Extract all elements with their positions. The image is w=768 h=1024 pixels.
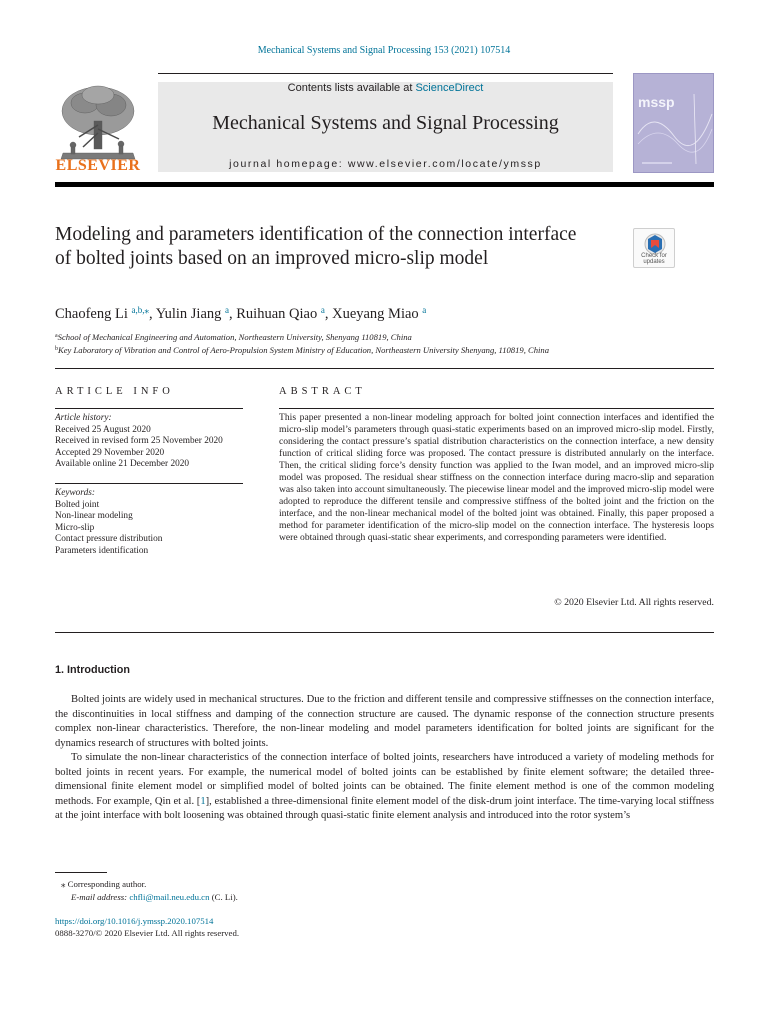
history-entry: Received in revised form 25 November 2020 bbox=[55, 436, 223, 447]
affiliation bbox=[55, 345, 549, 355]
doi-link[interactable]: https://doi.org/10.1016/j.ymssp.2020.107514 bbox=[55, 916, 214, 926]
article-title: Modeling and parameters identification of the connection interface of bolted joints based on an improved micro-slip model bbox=[55, 224, 577, 269]
keywords bbox=[55, 488, 162, 558]
paragraph-text: ], established a three-dimensional finite element model of the disk-drum joint interface. The time-varying local stiffness at the joint interface with bolt loosening was obtained through quasi-static finite element analysis and introduced into the rotor system’s bbox=[55, 795, 714, 821]
affiliation-text: School of Mechanical Engineering and Automation, Northeastern University, Shenyang 110819, China bbox=[57, 332, 412, 342]
journal-homepage[interactable]: journal homepage: www.elsevier.com/locate/ymssp bbox=[229, 158, 542, 170]
history-label: Article history: bbox=[55, 413, 112, 423]
check-for-updates-badge[interactable] bbox=[633, 228, 675, 268]
corresponding-author-note bbox=[55, 879, 146, 890]
history-entry: Accepted 29 November 2020 bbox=[55, 447, 165, 458]
author-separator: , bbox=[324, 306, 333, 322]
elsevier-wordmark: ELSEVIER bbox=[55, 157, 141, 174]
abstract-bottom-rule bbox=[55, 632, 714, 633]
journal-title: Mechanical Systems and Signal Processing bbox=[212, 112, 559, 134]
author-name[interactable]: Xueyang Miao bbox=[332, 306, 419, 322]
author-affiliation-mark[interactable]: a,b,⁎ bbox=[131, 305, 150, 315]
introduction-body bbox=[55, 693, 714, 824]
masthead-rule bbox=[158, 73, 613, 74]
contents-available-line bbox=[158, 82, 613, 94]
affiliation-text: Key Laboratory of Vibration and Control of Aero-Propulsion System Ministry of Education, Northeastern University Shenyang, 110819, China bbox=[58, 345, 550, 355]
citation-link[interactable]: 1 bbox=[200, 795, 206, 807]
author-affiliation-mark[interactable]: a bbox=[225, 305, 230, 315]
abstract-text: This paper presented a non-linear modeling approach for bolted joint connection interfaces and identified the micro-slip model’s parameters through quasi-static experiments based on an improved micro-slip model. Firstly, considering the contact pressure’s spatial distribution characteristics on the connection interface, a new density function of critical sliding force was proposed. The contact pressure is distributed annularly on the interface. Then, the critical sliding force’s density function was applied to the Iwan model, and an improved micro-slip model was proposed. The residual shear stiffness on the connection interface during macro-slip and separation was also taken into account simultaneously. The piecewise linear model and the improved micro-slip model were adopted to reproduce the different tensile and compressive stiffness of the bolted joint and the friction on the interface, and the non-linear mechanical model of the bolted joint was obtained. Finally, this paper proposed a method for parameter identification of the micro-slip model on the connection interface. The hysteresis loops were obtained through quasi-static shear experiments, and corresponding parameters were identified. bbox=[279, 412, 714, 543]
keyword: Bolted joint bbox=[55, 499, 100, 510]
journal-banner bbox=[158, 82, 613, 172]
email-link[interactable]: chfli@mail.neu.edu.cn bbox=[129, 892, 210, 902]
issn-line: 0888-3270/© 2020 Elsevier Ltd. All rights reserved. bbox=[55, 928, 240, 938]
corresponding-author-text: ⁎ Corresponding author. bbox=[61, 879, 147, 889]
email-suffix: (C. Li). bbox=[209, 892, 238, 902]
masthead bbox=[55, 73, 714, 176]
affiliation-mark: b bbox=[55, 346, 58, 352]
email-label: E-mail address: bbox=[71, 892, 128, 902]
sciencedirect-link[interactable]: ScienceDirect bbox=[415, 82, 484, 94]
email-note bbox=[55, 892, 238, 902]
author-affiliation-mark[interactable]: a bbox=[320, 305, 325, 315]
keywords-label: Keywords: bbox=[55, 488, 95, 498]
footnote-rule bbox=[55, 872, 107, 873]
author-separator: , bbox=[229, 306, 237, 322]
author-name[interactable]: Chaofeng Li bbox=[55, 306, 128, 322]
abstract-copyright: © 2020 Elsevier Ltd. All rights reserved. bbox=[554, 597, 714, 608]
doi-line bbox=[55, 916, 213, 926]
abstract-rule bbox=[279, 408, 714, 409]
author-list bbox=[55, 305, 426, 323]
article-history bbox=[55, 413, 223, 471]
author-name[interactable]: Yulin Jiang bbox=[155, 306, 222, 322]
paragraph-text: To simulate the non-linear characteristics of the connection interface of bolted joints, researchers have introduced a variety of modeling methods for bolted joints in recent years. For example, the numerical model of bolted joints can be established by finite element software; the detailed three-dimensional finite element model or simplified model of bolted joints can be obtained. The finite element method is one of the common modeling methods. For example, Qin et al. [ bbox=[55, 752, 714, 807]
author-affiliation-mark[interactable]: a bbox=[422, 305, 427, 315]
cover-logo: mssp bbox=[638, 94, 675, 110]
author-separator: , bbox=[149, 306, 156, 322]
affiliation-mark: a bbox=[55, 333, 58, 339]
keywords-rule bbox=[55, 483, 243, 484]
keyword: Parameters identification bbox=[55, 545, 149, 556]
history-entry: Available online 21 December 2020 bbox=[55, 459, 190, 470]
contents-prefix: Contents lists available at bbox=[287, 82, 416, 94]
paragraph: Bolted joints are widely used in mechanical structures. Due to the friction and different tensile and compressive stiffnesses on the connection interface, the discontinuities in local stiffness and damping of the connection structure are caused. The dynamic response of the connection structure presents complex non-linear characteristics. Therefore, the non-linear modeling and model parameters identification for bolted joints are significant for the dynamics research of structures with bolted joints. bbox=[55, 694, 714, 749]
journal-cover-image[interactable] bbox=[633, 73, 714, 173]
article-info-rule bbox=[55, 408, 243, 409]
section-divider bbox=[55, 368, 714, 369]
abstract-heading: ABSTRACT bbox=[279, 386, 366, 397]
keyword: Micro-slip bbox=[55, 522, 95, 533]
keyword: Non-linear modeling bbox=[55, 511, 133, 522]
header-divider bbox=[55, 182, 714, 187]
history-entry: Received 25 August 2020 bbox=[55, 424, 151, 435]
paragraph bbox=[55, 751, 714, 824]
crossmark-label: Check for updates bbox=[641, 253, 667, 265]
journal-citation[interactable]: Mechanical Systems and Signal Processing 153 (2021) 107514 bbox=[257, 45, 511, 56]
cover-wave-graphic bbox=[634, 74, 714, 173]
introduction-heading: 1. Introduction bbox=[55, 664, 130, 676]
article-info-heading: ARTICLE INFO bbox=[55, 386, 174, 397]
affiliation bbox=[55, 332, 412, 342]
keyword: Contact pressure distribution bbox=[55, 534, 163, 545]
author-name[interactable]: Ruihuan Qiao bbox=[236, 306, 318, 322]
